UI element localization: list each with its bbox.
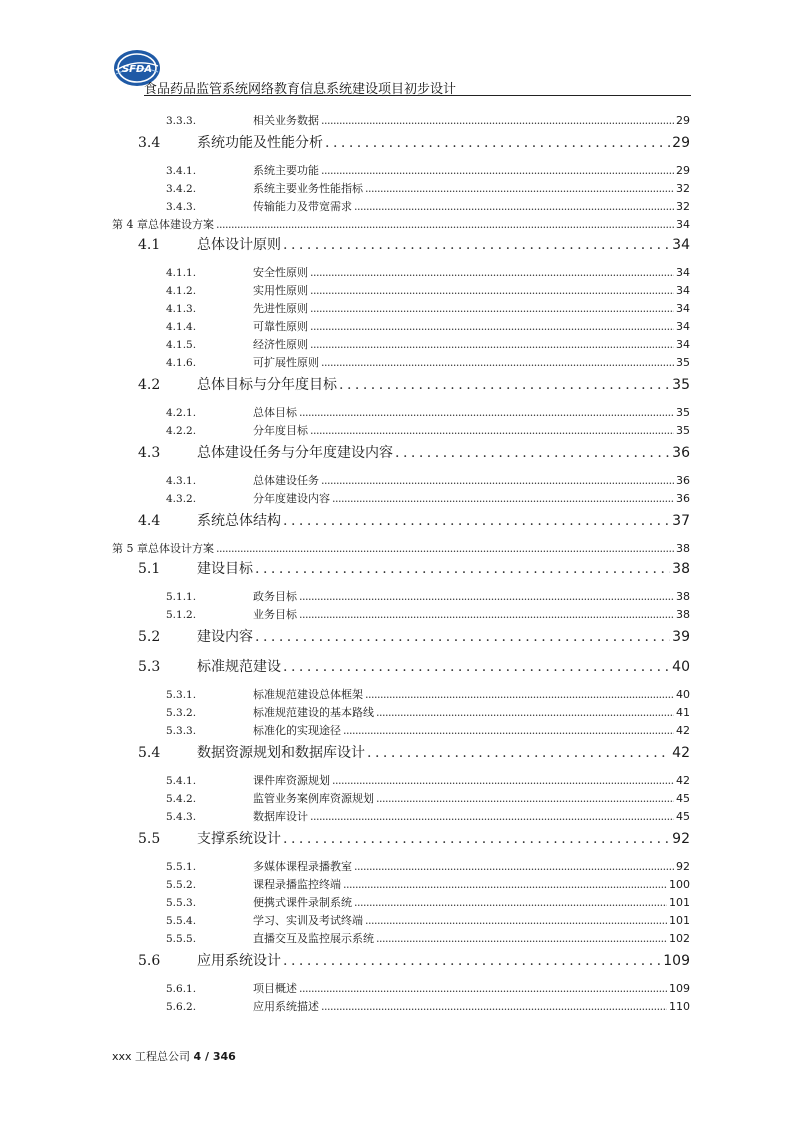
toc-entry[interactable] — [166, 422, 690, 438]
toc-entry-title: 应用系统描述 — [253, 1000, 319, 1013]
toc-entry-number: 3.3.3. — [166, 115, 197, 127]
toc-dot-leader — [310, 266, 674, 279]
toc-entry-number: 4.2 — [138, 377, 161, 393]
toc-entry[interactable] — [138, 742, 690, 762]
toc-entry[interactable] — [166, 180, 690, 196]
toc-entry-number: 5.6.1. — [166, 983, 197, 995]
toc-dot-leader — [376, 932, 667, 945]
toc-entry[interactable] — [166, 790, 690, 806]
toc-entry-number: 5.5.1. — [166, 861, 197, 873]
toc-entry-title: 总体建设任务与分年度建设内容 — [197, 445, 393, 461]
toc-dot-leader — [354, 860, 674, 873]
toc-entry-page: 38 — [672, 561, 690, 577]
toc-entry-page: 34 — [676, 302, 690, 315]
toc-dot-leader — [395, 445, 670, 461]
toc-entry[interactable] — [166, 894, 690, 910]
toc-dot-leader — [321, 114, 674, 127]
toc-entry-title: 标准规范建设总体框架 — [253, 688, 363, 701]
toc-entry[interactable] — [138, 828, 690, 848]
toc-entry-title: 先进性原则 — [253, 302, 308, 315]
toc-entry-number: 5.4.3. — [166, 811, 197, 823]
toc-entry[interactable] — [166, 606, 690, 622]
toc-entry-title: 业务目标 — [253, 608, 297, 621]
toc-entry-title: 数据资源规划和数据库设计 — [197, 745, 365, 761]
toc-entry-number: 4.1 — [138, 237, 161, 253]
toc-entry-title: 系统功能及性能分析 — [197, 135, 323, 151]
toc-entry-number: 4.1.4. — [166, 321, 197, 333]
toc-entry-title: 总体建设任务 — [253, 474, 319, 487]
toc-entry-title: 相关业务数据 — [253, 114, 319, 127]
toc-dot-leader — [255, 561, 670, 577]
toc-dot-leader — [310, 284, 674, 297]
toc-entry-title: 传输能力及带宽需求 — [253, 200, 352, 213]
toc-entry-title: 第 4 章总体建设方案 — [112, 218, 214, 231]
toc-entry[interactable] — [112, 216, 690, 232]
toc-entry-page: 109 — [663, 953, 690, 969]
toc-entry-title: 可扩展性原则 — [253, 356, 319, 369]
toc-entry[interactable] — [166, 808, 690, 824]
toc-entry-title: 建设目标 — [197, 561, 253, 577]
toc-entry-page: 42 — [672, 745, 690, 761]
toc-dot-leader — [283, 237, 670, 253]
toc-dot-leader — [354, 896, 667, 909]
toc-entry[interactable] — [138, 234, 690, 254]
toc-entry-number: 5.5.2. — [166, 879, 197, 891]
toc-entry[interactable] — [138, 950, 690, 970]
toc-entry-number: 3.4.1. — [166, 165, 197, 177]
toc-dot-leader — [321, 164, 674, 177]
toc-entry-number: 4.1.3. — [166, 303, 197, 315]
toc-dot-leader — [339, 377, 670, 393]
toc-dot-leader — [310, 320, 674, 333]
toc-entry-number: 3.4.3. — [166, 201, 197, 213]
toc-entry-title: 建设内容 — [197, 629, 253, 645]
toc-entry-page: 29 — [676, 114, 690, 127]
toc-entry-title: 实用性原则 — [253, 284, 308, 297]
toc-entry-number: 5.5.3. — [166, 897, 197, 909]
toc-entry-title: 系统主要业务性能指标 — [253, 182, 363, 195]
toc-dot-leader — [321, 1000, 667, 1013]
toc-entry-title: 课程录播监控终端 — [253, 878, 341, 891]
toc-entry-number: 5.6.2. — [166, 1001, 197, 1013]
toc-dot-leader — [310, 302, 674, 315]
toc-entry-page: 38 — [676, 608, 690, 621]
toc-dot-leader — [310, 810, 674, 823]
toc-entry-title: 政务目标 — [253, 590, 297, 603]
toc-entry[interactable] — [166, 686, 690, 702]
toc-entry-number: 4.1.5. — [166, 339, 197, 351]
toc-dot-leader — [376, 792, 674, 805]
toc-entry-number: 5.6 — [138, 953, 161, 969]
toc-dot-leader — [283, 659, 670, 675]
toc-dot-leader — [321, 474, 674, 487]
toc-entry[interactable] — [166, 704, 690, 720]
toc-entry-page: 36 — [672, 445, 690, 461]
toc-dot-leader — [299, 982, 667, 995]
toc-entry-page: 45 — [676, 810, 690, 823]
toc-entry-page: 40 — [676, 688, 690, 701]
toc-entry-page: 35 — [672, 377, 690, 393]
toc-dot-leader — [283, 831, 670, 847]
toc-entry[interactable] — [166, 264, 690, 280]
toc-entry-number: 4.1.6. — [166, 357, 197, 369]
toc-entry-page: 101 — [669, 914, 690, 927]
toc-entry-page: 92 — [672, 831, 690, 847]
toc-dot-leader — [299, 608, 674, 621]
toc-entry-page: 40 — [672, 659, 690, 675]
toc-entry[interactable] — [138, 442, 690, 462]
logo-text: SFDA — [121, 64, 153, 75]
toc-entry-page: 32 — [676, 200, 690, 213]
toc-dot-leader — [299, 590, 674, 603]
toc-entry-page: 34 — [676, 320, 690, 333]
toc-entry-title: 标准化的实现途径 — [253, 724, 341, 737]
toc-entry-number: 5.5.4. — [166, 915, 197, 927]
toc-entry-title: 应用系统设计 — [197, 953, 281, 969]
toc-entry-title: 第 5 章总体设计方案 — [112, 542, 214, 555]
toc-entry-page: 36 — [676, 492, 690, 505]
toc-entry-page: 34 — [676, 338, 690, 351]
toc-dot-leader — [365, 688, 674, 701]
toc-entry-page: 34 — [672, 237, 690, 253]
toc-entry-page: 35 — [676, 356, 690, 369]
toc-entry-number: 5.1.1. — [166, 591, 197, 603]
toc-entry-page: 41 — [676, 706, 690, 719]
toc-entry-title: 监管业务案例库资源规划 — [253, 792, 374, 805]
toc-dot-leader — [332, 774, 674, 787]
toc-entry[interactable] — [138, 510, 690, 530]
toc-entry-number: 5.2 — [138, 629, 161, 645]
toc-dot-leader — [367, 745, 670, 761]
toc-entry-title: 安全性原则 — [253, 266, 308, 279]
toc-entry-number: 5.4.2. — [166, 793, 197, 805]
toc-entry-title: 多媒体课程录播教室 — [253, 860, 352, 873]
toc-entry-title: 总体目标 — [253, 406, 297, 419]
toc-entry[interactable] — [166, 112, 690, 128]
toc-entry-page: 29 — [672, 135, 690, 151]
toc-entry-page: 39 — [672, 629, 690, 645]
toc-entry-number: 5.5.5. — [166, 933, 197, 945]
toc-entry[interactable] — [166, 162, 690, 178]
toc-entry-title: 学习、实训及考试终端 — [253, 914, 363, 927]
toc-entry[interactable] — [166, 858, 690, 874]
toc-entry-page: 101 — [669, 896, 690, 909]
toc-entry-number: 5.3 — [138, 659, 161, 675]
toc-entry-title: 总体目标与分年度目标 — [197, 377, 337, 393]
toc-entry-page: 35 — [676, 406, 690, 419]
toc-entry-number: 5.4 — [138, 745, 161, 761]
toc-entry-number: 4.1.1. — [166, 267, 197, 279]
toc-entry-number: 4.2.2. — [166, 425, 197, 437]
toc-dot-leader — [365, 182, 674, 195]
toc-entry-page: 29 — [676, 164, 690, 177]
toc-entry-title: 总体设计原则 — [197, 237, 281, 253]
toc-entry-page: 109 — [669, 982, 690, 995]
toc-entry-number: 5.1 — [138, 561, 161, 577]
toc-entry-title: 便携式课件录制系统 — [253, 896, 352, 909]
toc-entry[interactable] — [166, 318, 690, 334]
toc-entry-page: 34 — [676, 266, 690, 279]
toc-entry-title: 项目概述 — [253, 982, 297, 995]
footer-company: xxx 工程总公司 — [112, 1050, 191, 1063]
toc-entry[interactable] — [166, 588, 690, 604]
toc-entry[interactable] — [166, 772, 690, 788]
toc-entry-page: 34 — [676, 284, 690, 297]
toc-entry-title: 系统主要功能 — [253, 164, 319, 177]
toc-dot-leader — [332, 492, 674, 505]
toc-entry-page: 38 — [676, 590, 690, 603]
toc-entry-number: 3.4.2. — [166, 183, 197, 195]
toc-entry-number: 5.3.1. — [166, 689, 197, 701]
toc-entry[interactable] — [166, 354, 690, 370]
toc-dot-leader — [216, 542, 674, 555]
document-title: 食品药品监管系统网络教育信息系统建设项目初步设计 — [144, 82, 457, 97]
toc-entry-title: 系统总体结构 — [197, 513, 281, 529]
toc-dot-leader — [365, 914, 667, 927]
toc-entry-page: 38 — [676, 542, 690, 555]
toc-entry[interactable] — [166, 300, 690, 316]
toc-entry-page: 32 — [676, 182, 690, 195]
toc-entry[interactable] — [166, 472, 690, 488]
toc-entry-page: 36 — [676, 474, 690, 487]
toc-entry-title: 数据库设计 — [253, 810, 308, 823]
toc-entry-page: 45 — [676, 792, 690, 805]
toc-entry[interactable] — [166, 490, 690, 506]
toc-entry-page: 37 — [672, 513, 690, 529]
toc-entry[interactable] — [138, 656, 690, 676]
toc-entry-title: 标准规范建设的基本路线 — [253, 706, 374, 719]
page-footer — [112, 1048, 236, 1064]
toc-entry[interactable] — [166, 980, 690, 996]
toc-entry[interactable] — [166, 930, 690, 946]
toc-dot-leader — [299, 406, 674, 419]
toc-dot-leader — [283, 953, 661, 969]
toc-entry-number: 5.3.2. — [166, 707, 197, 719]
toc-entry-number: 5.5 — [138, 831, 161, 847]
toc-entry-page: 35 — [676, 424, 690, 437]
toc-dot-leader — [354, 200, 674, 213]
toc-entry[interactable] — [166, 404, 690, 420]
toc-entry-page: 42 — [676, 724, 690, 737]
toc-entry-page: 100 — [669, 878, 690, 891]
toc-entry-title: 经济性原则 — [253, 338, 308, 351]
toc-entry-title: 分年度目标 — [253, 424, 308, 437]
toc-entry-number: 5.4.1. — [166, 775, 197, 787]
toc-entry-title: 支撑系统设计 — [197, 831, 281, 847]
toc-dot-leader — [216, 218, 674, 231]
toc-dot-leader — [321, 356, 674, 369]
toc-entry-number: 5.1.2. — [166, 609, 197, 621]
toc-dot-leader — [255, 629, 670, 645]
toc-entry-title: 可靠性原则 — [253, 320, 308, 333]
toc-dot-leader — [283, 513, 670, 529]
toc-entry-title: 课件库资源规划 — [253, 774, 330, 787]
toc-entry-title: 分年度建设内容 — [253, 492, 330, 505]
toc-dot-leader — [343, 724, 674, 737]
toc-entry[interactable] — [166, 282, 690, 298]
toc-entry-title: 标准规范建设 — [197, 659, 281, 675]
toc-entry[interactable] — [166, 336, 690, 352]
toc-dot-leader — [325, 135, 670, 151]
toc-entry[interactable] — [166, 998, 690, 1014]
toc-entry-number: 5.3.3. — [166, 725, 197, 737]
toc-entry-number: 4.2.1. — [166, 407, 197, 419]
toc-entry-page: 34 — [676, 218, 690, 231]
toc-entry[interactable] — [138, 132, 690, 152]
footer-page-number: 4 / 346 — [193, 1050, 236, 1063]
toc-entry-page: 110 — [669, 1000, 690, 1013]
toc-entry-number: 4.3.1. — [166, 475, 197, 487]
toc-entry-number: 4.4 — [138, 513, 161, 529]
toc-entry-page: 102 — [669, 932, 690, 945]
toc-entry[interactable] — [166, 722, 690, 738]
toc-entry[interactable] — [166, 198, 690, 214]
toc-entry[interactable] — [138, 626, 690, 646]
toc-dot-leader — [310, 338, 674, 351]
toc-entry-page: 92 — [676, 860, 690, 873]
toc-entry-page: 42 — [676, 774, 690, 787]
toc-dot-leader — [343, 878, 667, 891]
toc-entry-number: 4.1.2. — [166, 285, 197, 297]
toc-dot-leader — [310, 424, 674, 437]
toc-entry[interactable] — [138, 558, 690, 578]
toc-entry-title: 直播交互及监控展示系统 — [253, 932, 374, 945]
toc-dot-leader — [376, 706, 674, 719]
toc-entry[interactable] — [112, 540, 690, 556]
toc-entry[interactable] — [166, 912, 690, 928]
toc-entry[interactable] — [138, 374, 690, 394]
toc-entry-number: 3.4 — [138, 135, 161, 151]
toc-entry-number: 4.3.2. — [166, 493, 197, 505]
toc-entry-number: 4.3 — [138, 445, 161, 461]
toc-entry[interactable] — [166, 876, 690, 892]
